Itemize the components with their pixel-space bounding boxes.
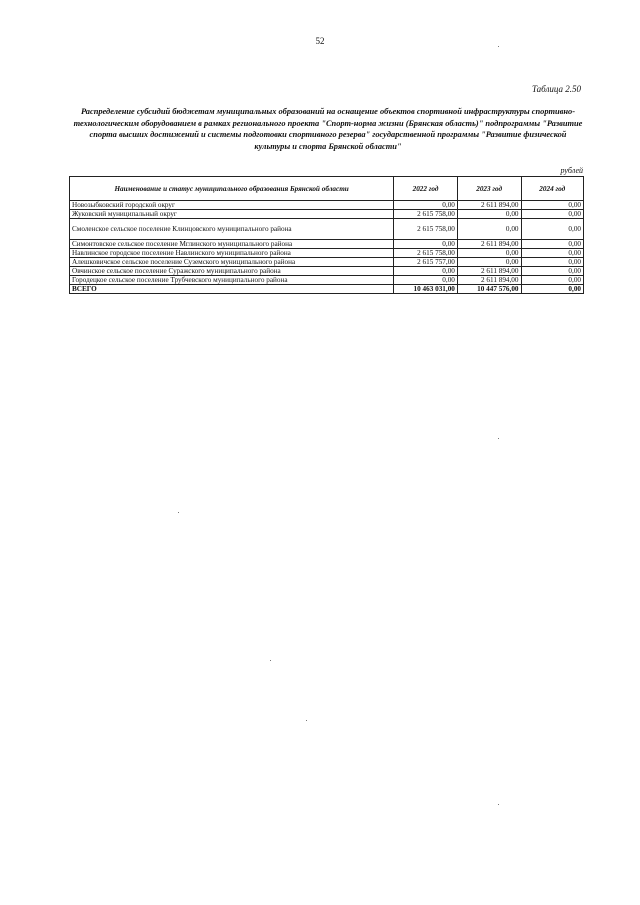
row-2024: 0,00	[521, 249, 584, 258]
header-2024: 2024 год	[521, 177, 584, 201]
row-2023: 2 611 894,00	[457, 267, 521, 276]
total-2022: 10 463 031,00	[394, 285, 458, 294]
table-row	[70, 258, 584, 267]
row-2022: 2 615 758,00	[394, 219, 458, 240]
table-row	[70, 276, 584, 285]
document-title: Распределение субсидий бюджетам муниципальных образований на оснащение объектов спортивной инфраструктуры спортивно-технологическим оборудованием в рамках регионального проекта "Спорт-норма жизни (Брянская область)" подпрограммы "Развитие спорта высших достижений и системы подготовки спортивного резерва" государственной программы "Развитие физической культуры и спорта Брянской области"	[73, 107, 583, 151]
row-2023: 0,00	[457, 258, 521, 267]
header-2023: 2023 год	[457, 177, 521, 201]
row-2022: 0,00	[394, 201, 458, 210]
total-label: ВСЕГО	[70, 285, 394, 294]
total-2023: 10 447 576,00	[457, 285, 521, 294]
header-name: Наименование и статус муниципального образования Брянской области	[70, 177, 394, 201]
table-number: Таблица 2.50	[531, 84, 581, 94]
table-row	[70, 219, 584, 240]
table-row	[70, 210, 584, 219]
page-number: 52	[315, 36, 325, 46]
row-2024: 0,00	[521, 267, 584, 276]
scan-speck	[306, 720, 307, 721]
total-row	[70, 285, 584, 294]
table-row	[70, 267, 584, 276]
row-2024: 0,00	[521, 240, 584, 249]
scan-speck	[270, 660, 271, 661]
scan-speck	[498, 46, 499, 47]
row-2023: 0,00	[457, 249, 521, 258]
units-label: рублей	[560, 166, 583, 175]
subsidies-table	[69, 176, 584, 294]
row-2024: 0,00	[521, 201, 584, 210]
row-2022: 2 615 758,00	[394, 249, 458, 258]
row-2023: 2 611 894,00	[457, 276, 521, 285]
row-2023: 2 611 894,00	[457, 240, 521, 249]
scan-speck	[498, 804, 499, 805]
row-name: Овчинское сельское поселение Суражского муниципального района	[70, 267, 394, 276]
row-2022: 0,00	[394, 267, 458, 276]
row-name: Навлинское городское поселение Навлинского муниципального района	[70, 249, 394, 258]
row-name: Жуковский муниципальный округ	[70, 210, 394, 219]
row-2023: 0,00	[457, 219, 521, 240]
row-name: Смоленское сельское поселение Клинцовского муниципального района	[70, 219, 394, 240]
scan-speck	[498, 438, 499, 439]
row-2024: 0,00	[521, 258, 584, 267]
row-name: Новозыбковский городской округ	[70, 201, 394, 210]
total-2024: 0,00	[521, 285, 584, 294]
row-2022: 0,00	[394, 276, 458, 285]
row-2022: 2 615 758,00	[394, 210, 458, 219]
row-2023: 2 611 894,00	[457, 201, 521, 210]
scan-speck	[178, 512, 179, 513]
row-name: Городецкое сельское поселение Трубчевского муниципального района	[70, 276, 394, 285]
row-2024: 0,00	[521, 219, 584, 240]
header-2022: 2022 год	[394, 177, 458, 201]
table-header-row	[70, 177, 584, 201]
row-name: Симонтовское сельское поселение Мглинского муниципального района	[70, 240, 394, 249]
row-2023: 0,00	[457, 210, 521, 219]
row-2022: 0,00	[394, 240, 458, 249]
table-row	[70, 201, 584, 210]
row-name: Алешковичское сельское поселение Суземского муниципального района	[70, 258, 394, 267]
table-row	[70, 249, 584, 258]
row-2024: 0,00	[521, 210, 584, 219]
row-2024: 0,00	[521, 276, 584, 285]
table-row	[70, 240, 584, 249]
row-2022: 2 615 757,00	[394, 258, 458, 267]
